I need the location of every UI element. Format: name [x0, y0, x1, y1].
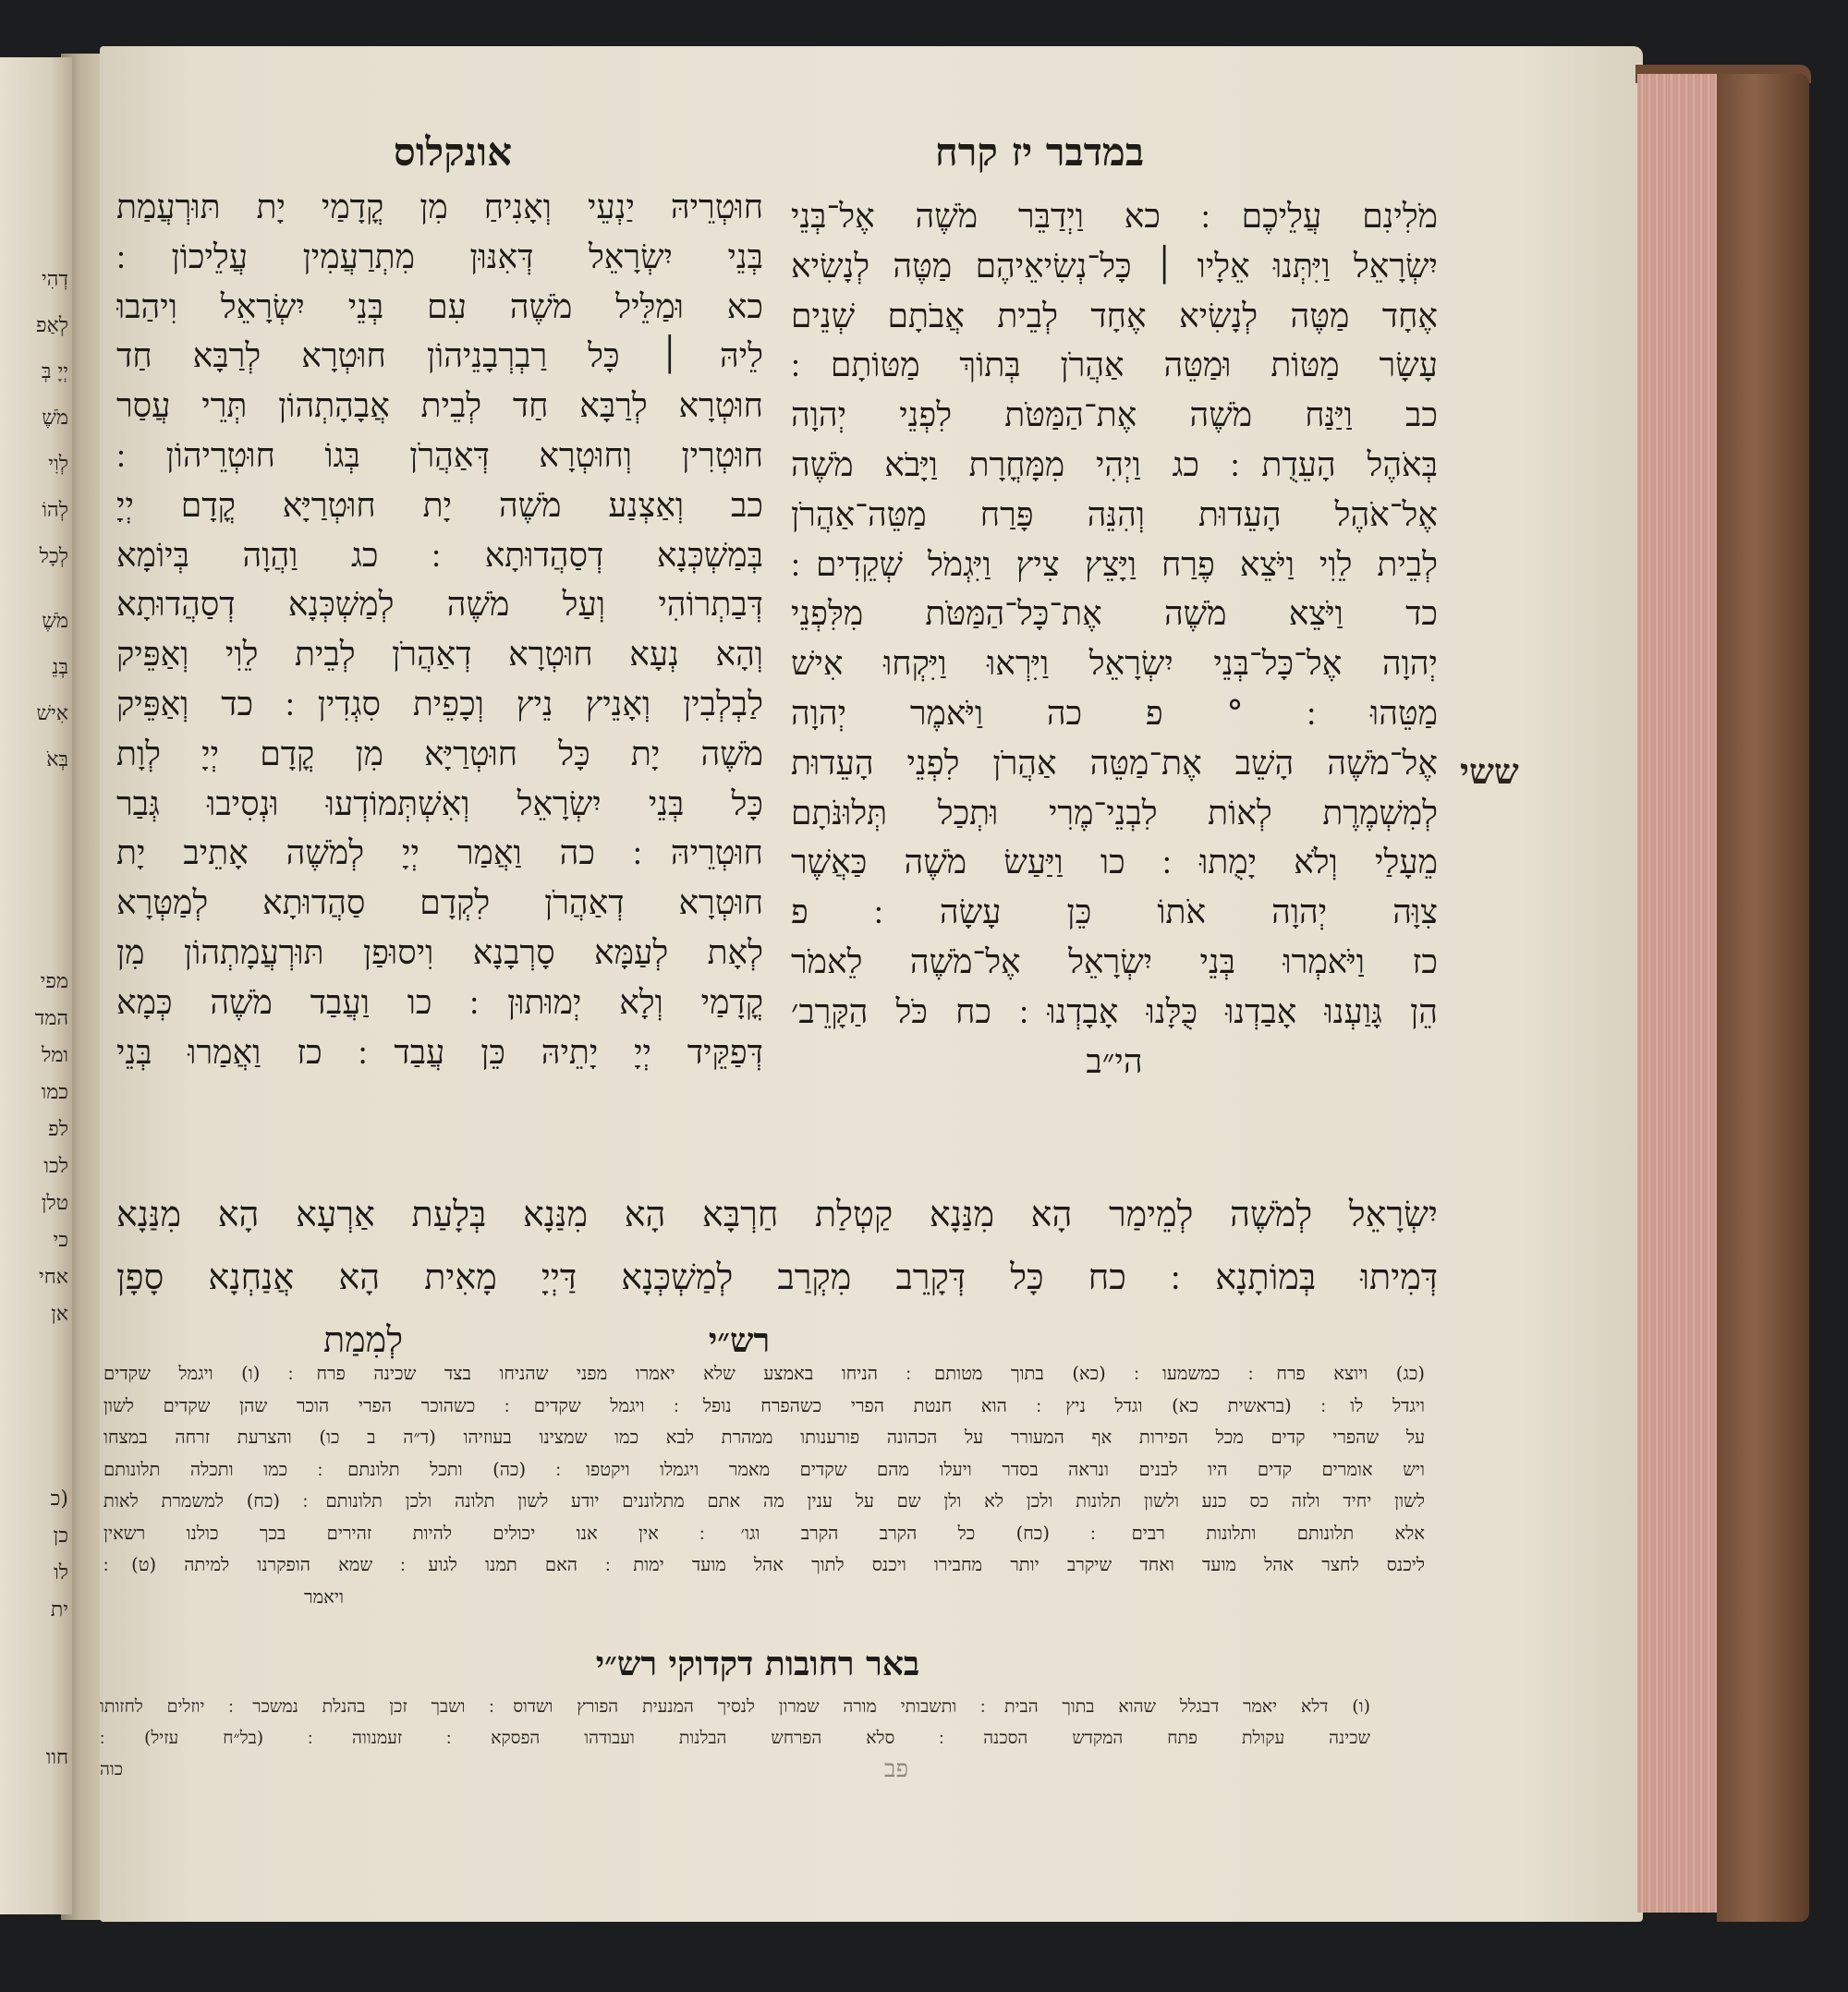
aliyah-marker: ששי — [1460, 750, 1519, 792]
text-line: לַבְלְבִין וְאָנֵיץ נֵיץ וְכָפֵית סִגְדִין ׃ כד וְאַפֵּיק — [116, 685, 763, 723]
text-line: כז וַיֹּאמְרוּ בְּנֵי יִשְׂרָאֵל אֶל־מֹשֶׁה לֵאמֹר — [791, 942, 1438, 981]
text-line: בְּמַשְׁכְּנָא דְסַהֲדוּתָא ׃ כג וַהֲוָה בְּיוֹמָא — [116, 536, 763, 575]
text-line: חוּטְרָא דְאַהֲרֹן לִקְדָם סַהֲדוּתָא לְמַטְּרָא — [116, 884, 763, 923]
text-line: ויש אומרים קדים היו לבנים ונראה בסדר ויעלו מהם שקדים מאמר ויגמלו ויקטפו ׃ (כה) ותכל תלונתם ׃ כמו ותכלה תלונותם — [103, 1458, 1425, 1480]
text-line: אֶחָד מַטֶּה לְנָשִׂיא אֶחָד לְבֵית אֲבֹתָם שְׁנֵים — [791, 297, 1438, 335]
text-line: דְּפַקֵּיד יְיָ יָתֵיהּ כֵּן עֲבַד ׃ כז וַאֲמַרוּ בְּנֵי — [116, 1033, 763, 1072]
text-line: לְאָת לְעַמָּא סָרְבָנָא וִיסוּפַן תּוּרְעֲמָתְהוֹן מִן — [116, 933, 763, 972]
rashi-heading: רש״י — [708, 1321, 771, 1360]
text-line: (כג) ויוצא פרח ׃ כמשמעו ׃ (כא) בתוך מטותם ׃ הניחו באמצע שלא יאמרו מפני שהניחו בצד שכינה פרח ׃ (ו) ויגמל שקדים — [103, 1363, 1425, 1384]
text-line: עָשָׂר מַטּוֹת וּמַטֵּה אַהֲרֹן בְּתוֹךְ מַטּוֹתָם ׃ — [791, 346, 1438, 385]
onkelos-text-column — [116, 183, 763, 1077]
text-line: מֹשֶׁה יָת כָּל חוּטְרַיָּא מִן קֳדָם יְיָ לְוָת — [116, 735, 763, 773]
text-line: חוּטְרָא לְרַבָּא חַד לְבֵית אֲבָהָתְהוֹן תְּרֵי עֲסַר — [116, 387, 763, 426]
previous-page-edge: דְהִי לְאַפ יְיָ בְּ מֹשֶׁ לְוִי לְהוֹ לְכָל מֹשֶׁ בְּנֵ אִישׁ בְּאֹ מפי המד ומל כמו לפ לכו טלן כי אחי אן (כ כן לו ית חוו — [0, 57, 72, 1914]
text-line: ליכנס לחצר אהל מועד ואחד שיקרב יותר מחבירו ויכנס לתוך אהל מועד ימות ׃ האם תמנו לגוע ׃ שמא הופקרנו למיתה (ט) ׃ — [103, 1554, 1425, 1575]
text-line: קֳדָמַי וְלָא יְמוּתוּן ׃ כו וַעֲבַד מֹשֶׁה כְּמָא — [116, 983, 763, 1022]
text-line: דְּבַתְרוֹהִי וְעַל מֹשֶׁה לְמַשְׁכְּנָא דְסַהֲדוּתָא — [116, 586, 763, 625]
text-line: כד וַיֹּצֵא מֹשֶׁה אֶת־כָּל־הַמַּטֹּת מִלִּפְנֵי — [791, 595, 1438, 634]
text-line: כב וְאַצְנַע מֹשֶׁה יָת חוּטְרַיָּא קֳדָם יְיָ — [116, 486, 763, 525]
text-line: יִשְׂרָאֵל וַיִּתְּנוּ אֵלָיו ׀ כָּל־נְשִׂיאֵיהֶם מַטֶּה לְנָשִׂיא — [791, 247, 1438, 285]
text-line: חוּטְרִין וְחוּטְרָא דְּאַהֲרֹן בְּגוֹ חוּטְרֵיהוֹן ׃ — [116, 436, 763, 475]
text-line: צִוָּה יְהוָה אֹתוֹ כֵּן עָשָׂה ׃ פ — [791, 893, 1438, 932]
text-line: לְבֵית לֵוִי וַיֹּצֵא פֶרַח וַיָּצֵץ צִיץ וַיִּגְמֹל שְׁקֵדִים ׃ — [791, 545, 1438, 584]
text-line: לֵיהּ ׀ כָּל רַבְרְבָנֵיהוֹן חוּטְרָא לְרַבָּא חַד — [116, 337, 763, 376]
text-line: וְהָא נְעָא חוּטְרָא דְאַהֲרֹן לְבֵית לֵוִי וְאַפֵּיק — [116, 636, 763, 674]
text-line: חוּטְרֵיהּ יַנְעֵי וְאָנִיחַ מִן קֳדָמַי יָת תּוּרְעֲמַת — [116, 188, 763, 226]
running-header-book: במדבר יז קרח — [934, 129, 1145, 175]
text-line: בְּאֹהֶל הָעֵדֻת ׃ כג וַיְהִי מִמָּחֳרָת וַיָּבֹא מֹשֶׁה — [791, 445, 1438, 484]
text-line: לְמִמַת — [322, 1319, 403, 1360]
text-line: מַטֵּהוּ ׃ ° פ כה וַיֹּאמֶר יְהוָה — [791, 694, 1438, 733]
book-cover — [1717, 74, 1809, 1922]
text-line: חוּטְרֵיהּ ׃ כה וַאֲמַר יְיָ לְמֹשֶׁה אָתֵיב יָת — [116, 834, 763, 873]
beer-rechovot-heading: באר רחובות דקדוקי רש״י — [595, 1645, 920, 1683]
signature-mark: פב — [883, 1755, 909, 1783]
text-line: הֵן גָּוַעְנוּ אָבַדְנוּ כֻּלָּנוּ אָבָדְנוּ ׃ כח כֹּל הַקָּרֵב׳ — [791, 992, 1438, 1031]
page-edges — [1637, 74, 1722, 1913]
text-line: אֶל־אֹהֶל הָעֵדוּת וְהִנֵּה פָּרַח מַטֵּה־אַהֲרֹן — [791, 495, 1438, 534]
text-line: בְּנֵי יִשְׂרָאֵל דְּאִנּוּן מִתְרַעֲמִין עֲלֵיכוֹן ׃ — [116, 237, 763, 276]
text-line: ויאמר — [304, 1585, 344, 1608]
text-line: מֵעָלַי וְלֹא יָמֻתוּ ׃ כו וַיַּעַשׂ מֹשֶׁה כַּאֲשֶׁר — [791, 844, 1438, 882]
text-line: (ו) דלא יאמר דבגלל שהוא בתוך הבית ׃ ותשבותי מורה שמרון לנסיך המנעית הפורץ ושדוס ׃ ושבך זכן בהנלת נמשכר ׃ יוזלים לחזותו — [100, 1696, 1370, 1717]
text-line: כא וּמַלֵּיל מֹשֶׁה עִם בְּנֵי יִשְׂרָאֵל וִיהַבוּ — [116, 287, 763, 326]
text-line: יְהוָה אֶל־כָּל־בְּנֵי יִשְׂרָאֵל וַיִּרְאוּ וַיִּקְחוּ אִישׁ — [791, 645, 1438, 684]
text-line: כָּל בְּנֵי יִשְׂרָאֵל וְאִשְׁתְּמוֹדְעוּ וּנְסִיבוּ גְּבַר — [116, 784, 763, 823]
text-line: כב וַיַּנַּח מֹשֶׁה אֶת־הַמַּטֹּת לִפְנֵי יְהוָה — [791, 396, 1438, 435]
text-line: הי״ב — [1086, 1042, 1143, 1081]
text-line: לְמִשְׁמֶרֶת לְאוֹת לִבְנֵי־מֶרִי וּתְכַל תְּלוּנֹּתָם — [791, 794, 1438, 832]
text-line: אֶל־מֹשֶׁה הָשֵׁב אֶת־מַטֵּה אַהֲרֹן לִפְנֵי הָעֵדוּת — [791, 744, 1438, 783]
text-line: מֹלִינִם עֲלֵיכֶם ׃ כא וַיְדַבֵּר מֹשֶׁה אֶל־בְּנֵי — [791, 198, 1438, 236]
text-line: שכינה עקולת פתח המקדש הסכנה ׃ סלא הפרחש הבלנות ועבודהו הפסקא ׃ זעמנווה ׃ (בל״ח עזיל) ׃ — [100, 1728, 1370, 1748]
text-line: ויגדל לו ׃ (בראשית כא) וגדל ניץ ׃ הוא חנטת הפרי כשהפרח נופל ׃ ויגמל שקדים ׃ כשהוכר הפרי הוכר שהן שקדים לשון — [103, 1394, 1425, 1416]
beer-rechovot-notes — [100, 1691, 1370, 1785]
text-line: יִשְׂרָאֵל לְמֹשֶׁה לְמֵימַר הָא מִנַּנָא קַטְלַת חַרְבָּא הָא מִנַּנָא בְּלָעַת אַרְעָא הָא מִנַּנָא — [116, 1194, 1438, 1234]
text-line: לשון יחיד ולזה כס כנע ולשון תלונות ולכן לא ולן שם על ענין מה אתם מתלוננים יודע לשון תלונה ולכן תלונותם ׃ (כח) למשמרת לאות — [103, 1490, 1425, 1512]
hebrew-text-column — [791, 192, 1438, 1087]
text-line: דְּמִיתוּ בְּמוֹתָנָא ׃ כח כָּל דְּקָרֵב מִקְרַב לְמַשְׁכְּנָא דַּיְיָ מָאִית הָא אֲנַחְנָא סָפָן — [116, 1257, 1438, 1297]
text-line: על שהפרי קדים מכל הפירות אף המעורר על הכהונה פורענותו ממהרת לבא כמו שמצינו בעוזיהו (ד״ה ב כו) והצרעת זרחה במצחו — [103, 1427, 1425, 1448]
rashi-commentary — [103, 1358, 1425, 1613]
text-line: אלא תלונותם ותלונות רבים ׃ (כח) כל הקרב הקרב וגו׳ ׃ אין אנו יכולים להיות זהירים בכך כולנו רשאין — [103, 1522, 1425, 1544]
text-line: כוה — [100, 1759, 124, 1779]
running-header-targum: אונקלוס — [393, 129, 513, 175]
